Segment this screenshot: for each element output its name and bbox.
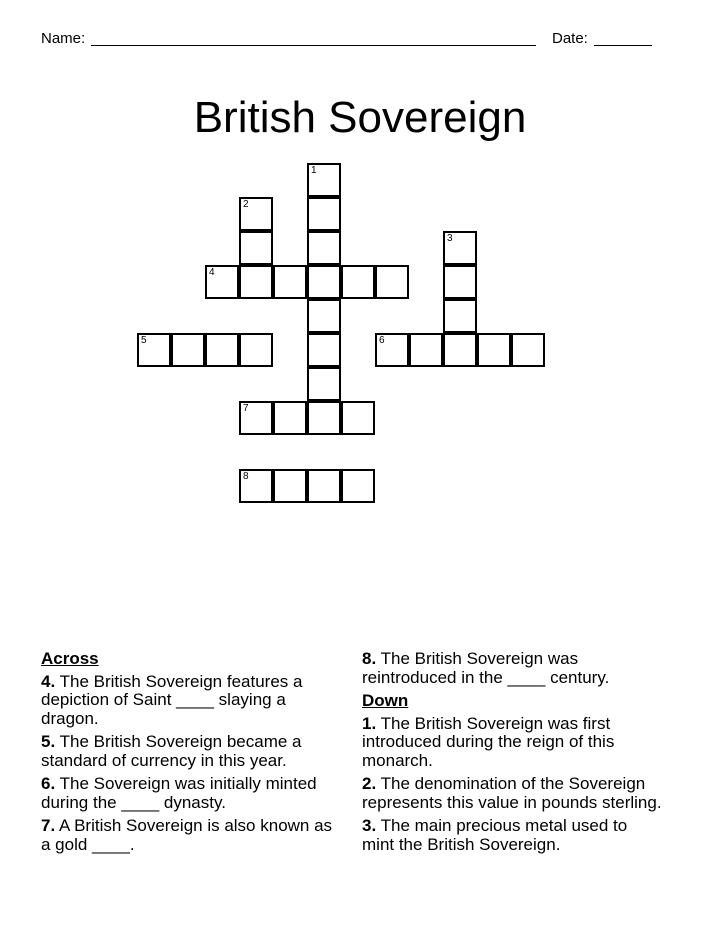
clue-number: 8. — [362, 649, 377, 668]
date-field[interactable] — [594, 45, 652, 46]
crossword-cell[interactable] — [239, 197, 273, 231]
crossword-cell[interactable] — [307, 333, 341, 367]
crossword-cell[interactable] — [375, 265, 409, 299]
crossword-cell[interactable] — [341, 469, 375, 503]
crossword-cell[interactable] — [239, 401, 273, 435]
crossword-cell[interactable] — [137, 333, 171, 367]
clue-text: The British Sovereign was first introduced during the reign of this monarch. — [362, 713, 615, 770]
clue-number: 2. — [362, 774, 377, 793]
crossword-cell[interactable] — [443, 231, 477, 265]
cell-number: 3 — [447, 233, 453, 244]
down-heading: Down — [362, 691, 409, 710]
clue-down-2 — [362, 775, 662, 812]
crossword-cell[interactable] — [443, 299, 477, 333]
crossword-cell[interactable] — [239, 231, 273, 265]
crossword-cell[interactable] — [375, 333, 409, 367]
clue-number: 6. — [41, 774, 56, 793]
crossword-cell[interactable] — [307, 163, 341, 197]
clues-left-column — [41, 650, 341, 859]
clue-number: 3. — [362, 816, 377, 835]
name-field[interactable] — [91, 45, 536, 46]
clue-across-6 — [41, 775, 341, 812]
crossword-cell[interactable] — [443, 265, 477, 299]
crossword-cell[interactable] — [307, 197, 341, 231]
crossword-cell[interactable] — [273, 265, 307, 299]
cell-number: 8 — [243, 471, 249, 482]
clue-text: The denomination of the Sovereign represents this value in pounds sterling. — [362, 774, 662, 812]
cell-number: 6 — [379, 335, 385, 346]
crossword-cell[interactable] — [477, 333, 511, 367]
cell-number: 7 — [243, 403, 249, 414]
crossword-cell[interactable] — [239, 469, 273, 503]
clue-down-3 — [362, 817, 662, 854]
clue-text: The main precious metal used to mint the British Sovereign. — [362, 816, 628, 854]
crossword-cell[interactable] — [205, 265, 239, 299]
clue-across-4 — [41, 673, 341, 729]
crossword-cell[interactable] — [511, 333, 545, 367]
crossword-cell[interactable] — [205, 333, 239, 367]
clue-number: 5. — [41, 732, 56, 751]
crossword-cell[interactable] — [239, 265, 273, 299]
clue-down-1 — [362, 715, 662, 771]
clue-number: 4. — [41, 671, 56, 691]
name-label: Name: — [41, 30, 86, 47]
crossword-cell[interactable] — [307, 231, 341, 265]
crossword-cell[interactable] — [273, 401, 307, 435]
clues-right-column — [362, 650, 662, 859]
cell-number: 4 — [209, 267, 215, 278]
clue-text: The British Sovereign was reintroduced in the ____ century. — [362, 649, 610, 687]
clue-text: A British Sovereign is also known as a gold ____. — [41, 816, 333, 854]
clue-across-8 — [362, 650, 662, 687]
across-heading: Across — [41, 649, 99, 668]
crossword-cell[interactable] — [307, 469, 341, 503]
cell-number: 1 — [311, 165, 317, 176]
clue-text: The British Sovereign became a standard of currency in this year. — [41, 732, 302, 770]
crossword-cell[interactable] — [307, 265, 341, 299]
crossword-cell[interactable] — [239, 333, 273, 367]
date-label: Date: — [552, 30, 588, 47]
cell-number: 2 — [243, 199, 249, 210]
clue-across-7 — [41, 817, 341, 854]
crossword-cell[interactable] — [273, 469, 307, 503]
crossword-cell[interactable] — [443, 333, 477, 367]
crossword-cell[interactable] — [307, 401, 341, 435]
clue-text: The Sovereign was initially minted during the ____ dynasty. — [41, 774, 317, 812]
crossword-cell[interactable] — [341, 265, 375, 299]
crossword-cell[interactable] — [171, 333, 205, 367]
cell-number: 5 — [141, 335, 147, 346]
clue-text: The British Sovereign features a depiction of Saint ____ slaying a dragon. — [41, 671, 303, 728]
crossword-cell[interactable] — [341, 401, 375, 435]
crossword-cell[interactable] — [409, 333, 443, 367]
clue-number: 7. — [41, 816, 56, 835]
crossword-cell[interactable] — [307, 299, 341, 333]
page-title: British Sovereign — [193, 93, 527, 143]
clue-number: 1. — [362, 713, 377, 733]
crossword-cell[interactable] — [307, 367, 341, 401]
clue-across-5 — [41, 733, 341, 770]
